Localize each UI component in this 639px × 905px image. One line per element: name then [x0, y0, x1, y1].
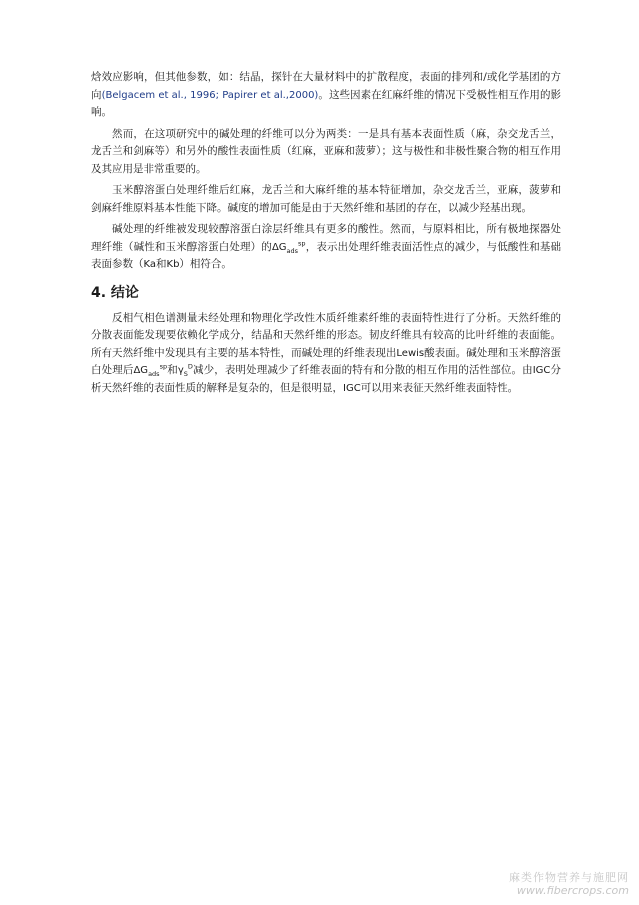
paragraph-4 — [91, 221, 561, 274]
lewis-term: Lewis — [396, 347, 425, 359]
paragraph-4-and: 和 — [156, 258, 167, 270]
gamma-symbol: $\gamma_S^D$ — [177, 362, 193, 378]
section-heading-conclusion: 4. 结论 — [91, 284, 139, 301]
paragraph-1-text: 焓效应影响，但其他参数，如：结晶，探针在大量材料中的扩散程度，表面的排列和/或化学基团的方向 — [91, 71, 561, 101]
paragraph-1-tail: 。这些因素在红麻纤维的情况下受极性相互作用的影响。 — [91, 88, 562, 118]
page-content — [91, 69, 561, 401]
igc-term-2: IGC — [343, 382, 361, 394]
watermark — [509, 871, 629, 897]
paragraph-4-text-b: ，表示出处理纤维表面活性点的减少，与低酸性和基础表面参数（ — [91, 240, 562, 270]
paragraph-5 — [91, 310, 561, 398]
paragraph-4-text-a: 碱处理的纤维被发现较醇溶蛋白涂层纤维具有更多的酸性。然而，与原料相比，所有极地探器处理纤维（碱性和玉米醇溶蛋白处理）的 — [91, 223, 561, 253]
paragraph-3: 玉米醇溶蛋白处理纤维后红麻，龙舌兰和大麻纤维的基本特征增加，杂交龙舌兰，亚麻，菠萝和剑麻纤维原料基本性能下降。碱度的增加可能是由于天然纤维和基团的存在，以减少羟基出现。 — [91, 184, 561, 214]
paragraph-5-text-a: 反相气相色谱测量未经处理和物理化学改性木质纤维素纤维的表面特性进行了分析。天然纤维的分散表面能发现要依赖化学成分，结晶和天然纤维的形态。韧皮纤维具有较高的比叶纤维的表面能。所有天然纤维中发现具有主要的基本特性，而碱处理的纤维表现出 — [91, 311, 561, 359]
ka-parameter: Ka — [143, 259, 157, 270]
igc-term-1: IGC — [532, 365, 551, 376]
paragraph-5-text-e: 可以用来表征天然纤维表面特性。 — [360, 381, 519, 394]
citation: (Belgacem et al., 1996; Papirer et al.,2000) — [101, 89, 319, 101]
paragraph-5-text-c: 减少，表明处理减少了纤维表面的特有和分散的相互作用的活性部位。由 — [192, 364, 533, 376]
delta-g-symbol: $\Delta G_{ads}^{sp}$ — [271, 239, 306, 255]
delta-g-subscript: ads — [286, 246, 299, 255]
paragraph-2: 然而，在这项研究中的碱处理的纤维可以分为两类：一是具有基本表面性质（麻，杂交龙舌兰，龙舌兰和剑麻等）和另外的酸性表面性质（红麻，亚麻和菠萝）；这与极性和非极性聚合物的相互作用及其应用是非常重要的。 — [91, 127, 561, 175]
paragraph-5-text-b: 酸表面。碱处理和玉米醇溶蛋白处理后 — [91, 346, 562, 376]
kb-parameter: Kb — [166, 259, 180, 270]
paragraph-4-text-c: ）相符合。 — [179, 258, 232, 270]
paragraph-5-text-d: 分析天然纤维的表面性质的解释是复杂的，但是很明显， — [91, 364, 562, 394]
delta-g-superscript: sp — [298, 239, 306, 248]
paragraph-1 — [91, 69, 561, 122]
delta-g-symbol-2: $\Delta G_{ads}^{sp}$ — [133, 362, 168, 378]
paragraph-5-and: 和 — [167, 364, 178, 376]
watermark-url: www.fibercrops.com — [516, 884, 629, 897]
watermark-site-name: 麻类作物营养与施肥网 — [509, 871, 629, 884]
